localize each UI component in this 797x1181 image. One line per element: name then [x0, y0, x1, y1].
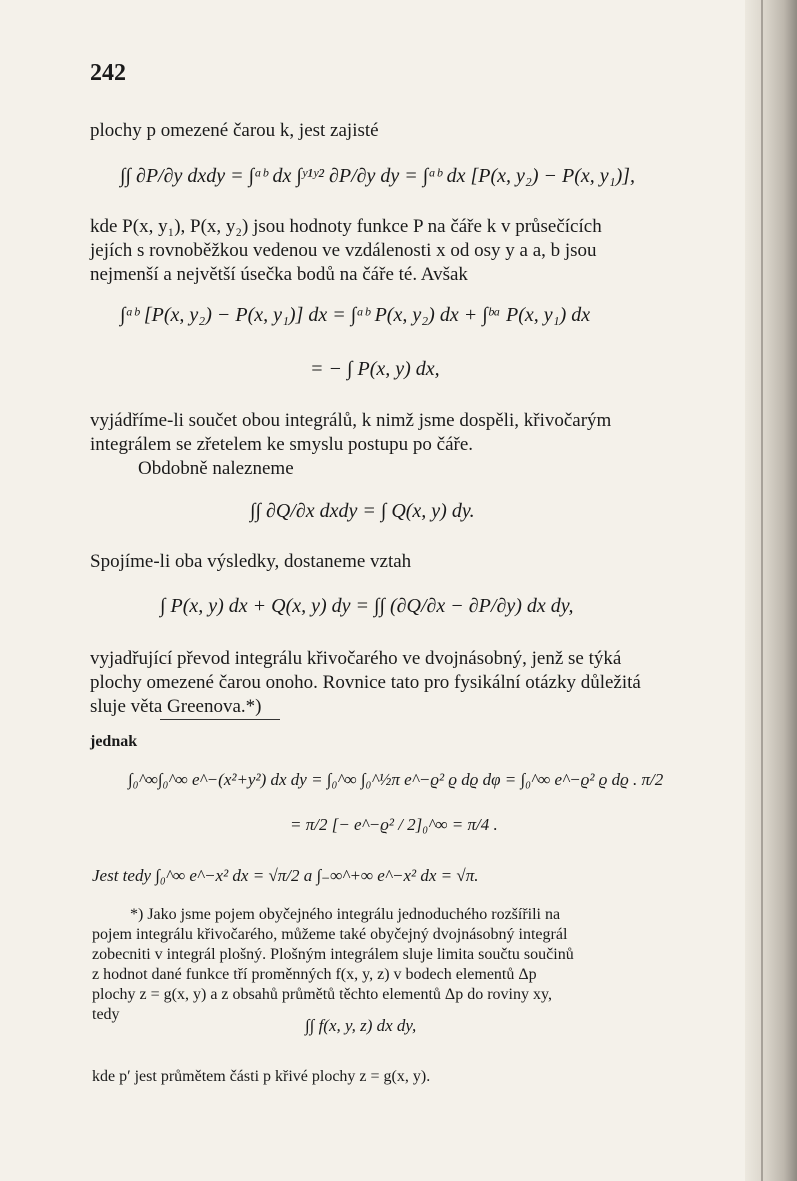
- footnote-line-1: *) Jako jsme pojem obyčejného integrálu jednoduchého rozšířili na: [130, 906, 561, 923]
- paragraph-3-line-1: vyjádříme-li součet obou integrálů, k nimž jsme dospěli, křivočarým: [90, 410, 612, 431]
- footnote-line-5: plochy z = g(x, y) a z obsahů průmětů těchto elementů Δp do roviny xy,: [92, 986, 552, 1003]
- equation-4: ∫ P(x, y) dx + Q(x, y) dy = ∫∫ (∂Q/∂x − ∂P/∂y) dx dy,: [160, 595, 574, 617]
- equation-6: Jest tedy ∫₀^∞ e^−x² dx = √π/2 a ∫₋∞^+∞ e^−x² dx = √π.: [92, 866, 479, 885]
- equation-5-line-2: = π/2 [− e^−ϱ² / 2]₀^∞ = π/4 .: [290, 815, 498, 834]
- footnote-line-4: z hodnot dané funkce tří proměnných f(x, y, z) v bodech elementů Δp: [92, 966, 537, 983]
- paragraph-5: Spojíme-li oba výsledky, dostaneme vztah: [90, 551, 412, 572]
- paragraph-3-line-2: integrálem se zřetelem ke smyslu postupu po čáře.: [90, 434, 474, 455]
- paragraph-2-line-3: nejmenší a největší úsečka bodů na čáře té. Avšak: [90, 264, 468, 285]
- footnote-line-7: kde p′ jest průmětem části p křivé plochy z = g(x, y).: [92, 1068, 431, 1085]
- equation-1: ∫∫ ∂P/∂y dxdy = ∫ᵃᵇ dx ∫ʸ¹ʸ² ∂P/∂y dy = ∫ᵃᵇ dx [P(x, y₂) − P(x, y₁)],: [120, 165, 636, 187]
- footnote-line-2: pojem integrálu křivočarého, můžeme také obyčejný dvojnásobný integrál: [92, 926, 568, 943]
- equation-2-line-2: = − ∫ P(x, y) dx,: [310, 358, 440, 380]
- equation-3: ∫∫ ∂Q/∂x dxdy = ∫ Q(x, y) dy.: [250, 500, 475, 522]
- paragraph-2-line-1: kde P(x, y₁), P(x, y₂) jsou hodnoty funkce P na čáře k v průsečících: [90, 216, 602, 237]
- paragraph-2-line-2: jejích s rovnoběžkou vedenou ve vzdálenosti x od osy y a a, b jsou: [90, 240, 597, 261]
- footnote-rule: [160, 719, 280, 720]
- paragraph-1-line-1: plochy p omezené čarou k, jest zajisté: [90, 120, 379, 141]
- paragraph-4: Obdobně nalezneme: [138, 458, 294, 479]
- paragraph-6-line-1: vyjadřující převod integrálu křivočarého ve dvojnásobný, jenž se týká: [90, 648, 622, 669]
- page-number: 242: [90, 60, 126, 86]
- footnote-line-3: zobecniti v integrál plošný. Plošným integrálem sluje limita součtu součinů: [92, 946, 574, 963]
- equation-7: ∫∫ f(x, y, z) dx dy,: [305, 1016, 417, 1035]
- equation-2-line-1: ∫ᵃᵇ [P(x, y₂) − P(x, y₁)] dx = ∫ᵃᵇ P(x, y₂) dx + ∫ᵇᵃ P(x, y₁) dx: [120, 304, 591, 326]
- footnote-line-6: tedy: [92, 1006, 120, 1023]
- page-edge-line: [761, 0, 763, 1181]
- paragraph-6-line-2: plochy omezené čarou onoho. Rovnice tato pro fysikální otázky důležitá: [90, 672, 641, 693]
- footnote-continuation-label: jednak: [90, 733, 138, 750]
- paragraph-6-line-3: sluje věta Greenova.*): [90, 696, 262, 717]
- page-edge-shadow: [745, 0, 797, 1181]
- equation-5-line-1: ∫₀^∞∫₀^∞ e^−(x²+y²) dx dy = ∫₀^∞ ∫₀^½π e^−ϱ² ϱ dϱ dφ = ∫₀^∞ e^−ϱ² ϱ dϱ . π/2: [128, 770, 664, 789]
